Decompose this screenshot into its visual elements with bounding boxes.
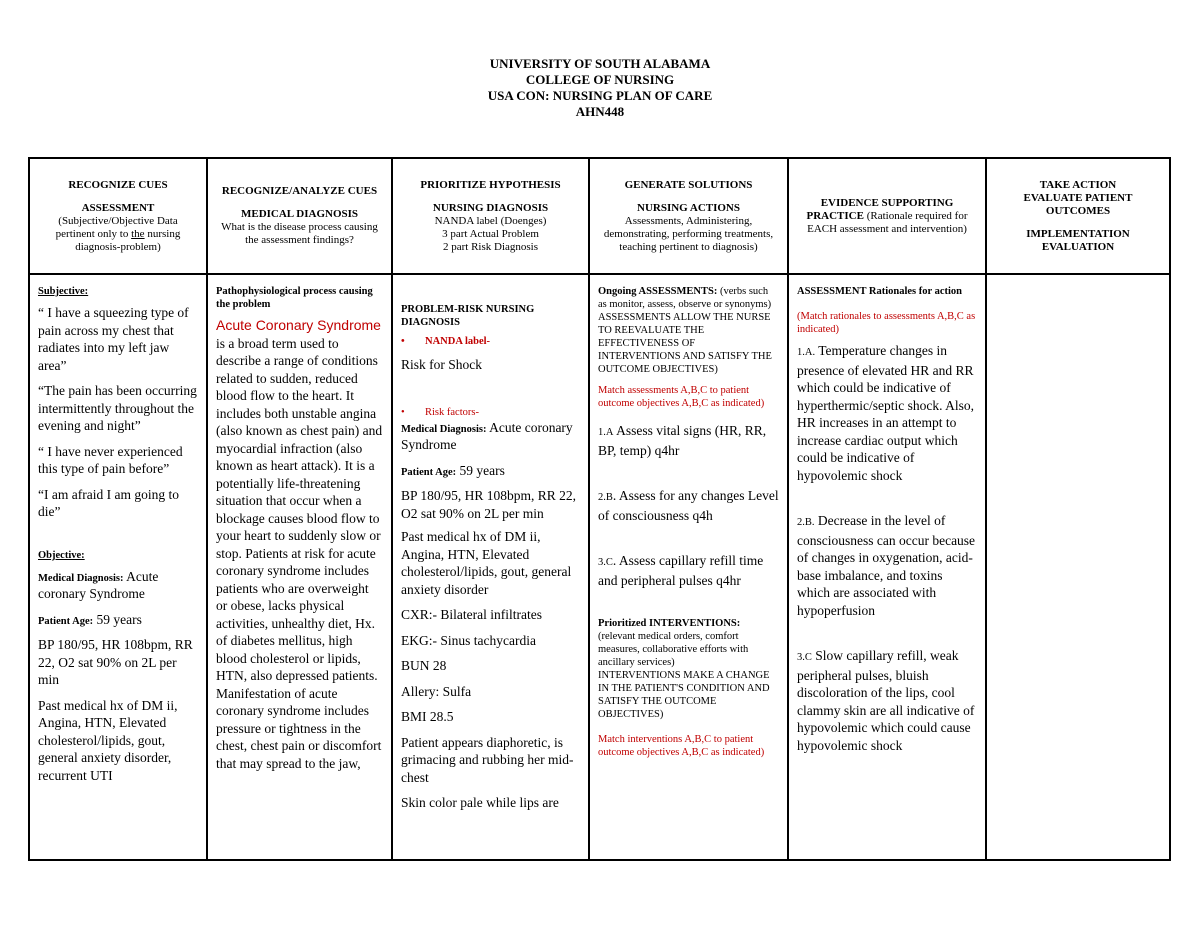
nanda-value: Risk for Shock: [401, 357, 482, 372]
assessment-a: 1.A Assess vital signs (HR, RR, BP, temp) q4hr: [598, 423, 767, 458]
evaluation-cell: [986, 274, 1170, 860]
header-actual-line: 3 part Actual Problem: [442, 227, 539, 240]
header-nursing-dx-title: PRIORITIZE HYPOTHESIS: [420, 178, 561, 191]
prioritized-interventions-caps: INTERVENTIONS MAKE A CHANGE IN THE PATIENT'S CONDITION AND SATISFY THE OUTCOME OBJECTIVES): [598, 670, 770, 720]
header-nanda-line: NANDA label (Doenges): [434, 214, 547, 227]
vital-signs: BP 180/95, HR 108bpm, RR 22, O2 sat 90% on 2L per min: [38, 637, 193, 687]
header-assessment-desc: (Subjective/Objective Data pertinent only to the nursing diagnosis-problem): [55, 214, 181, 253]
rationale-c: 3.C Slow capillary refill, weak peripheral pulses, bluish discoloration of the lips, cool clammy skin are all indicative of hypovolemic which could cause hypovolemic shock: [797, 648, 975, 753]
header-row: [29, 158, 1170, 274]
header-evidence-title: EVIDENCE SUPPORTING: [820, 196, 954, 209]
patient-age-line: Patient Age: 59 years: [401, 462, 505, 478]
header-medical-sub: MEDICAL DIAGNOSIS: [240, 208, 359, 220]
vital-signs: BP 180/95, HR 108bpm, RR 22, O2 sat 90% on 2L per min: [401, 488, 577, 521]
header-eval-line1: TAKE ACTION: [1039, 178, 1117, 191]
nursing-diagnosis-cell: [392, 274, 589, 860]
university-name: UNIVERSITY OF SOUTH ALABAMA: [489, 56, 711, 71]
bmi: BMI 28.5: [401, 709, 454, 724]
medical-diagnosis-cell: [207, 274, 392, 860]
ekg: EKG:- Sinus tachycardia: [401, 632, 536, 648]
patient-quote: “ I have never experienced this type of pain before”: [38, 443, 183, 476]
patient-appearance: Patient appears diaphoretic, is grimacing and rubbing her mid-chest: [401, 734, 574, 785]
assessment-cell: [29, 274, 207, 860]
ongoing-assessments: Ongoing ASSESSMENTS: (verbs such as monitor, assess, observe or synonyms) ASSESSMENTS ALLOW THE NURSE TO REEVALUATE THE EFFECTIVENESS OF INTERVENTIONS AND SATISFY THE OUTCOME OBJECTIVES): [598, 286, 772, 375]
header-nursing-dx-sub: NURSING DIAGNOSIS: [432, 201, 549, 214]
skin-color: Skin color pale while lips are: [401, 795, 559, 810]
assessment-b: 2.B. Assess for any changes Level of consciousness q4h: [598, 488, 779, 523]
header-actions-title: GENERATE SOLUTIONS: [624, 178, 753, 191]
acs-title: Acute Coronary Syndrome: [216, 317, 381, 333]
medical-diagnosis-line: Medical Diagnosis: Acute coronary Syndrome: [401, 419, 573, 452]
header-eval-line3: IMPLEMENTATION: [1026, 227, 1130, 240]
subjective-label: Subjective:: [38, 286, 89, 297]
patient-quote: “ I have a squeezing type of pain across my chest that radiates into my left jaw area”: [38, 305, 189, 373]
patient-quote: “The pain has been occurring intermittently throughout the evening and night”: [38, 383, 197, 433]
content-row: [29, 274, 1170, 860]
nanda-label: • NANDA label-: [401, 336, 491, 347]
header-evaluation: [986, 158, 1170, 274]
header-eval-line4: EVALUATION: [1041, 240, 1115, 253]
allergy: Allery: Sulfa: [401, 683, 472, 699]
header-actions-sub: NURSING ACTIONS: [637, 201, 740, 214]
header-medical-diagnosis: [207, 158, 392, 274]
chest-xray: CXR:- Bilateral infiltrates: [401, 607, 542, 622]
document-header: [0, 56, 1200, 120]
match-interventions-note: Match interventions A,B,C to patient outcome objectives A,B,C as indicated): [598, 734, 765, 758]
prioritized-interventions-label: Prioritized INTERVENTIONS:: [598, 618, 741, 629]
risk-factors-label: • Risk factors-: [401, 406, 479, 418]
header-assessment-title: RECOGNIZE CUES: [68, 178, 168, 191]
pathophysiology-text: is a broad term used to describe a range of conditions related to sudden, reduced blood flow to the heart. It includes both unstable angina (also known as chest pain) and myocardial infraction (also known as heart attack). It is a potentially life-threatening situation that occur when a blockage causes blood flow to your heart to suddenly slow or stop. Patients at risk for acute coronary syndrome includes patients who are overweight or obese, lacks physical activities, unhealthy diet, Hx. of diabetes mellitus, high blood cholesterol or lipids, HTN, also depressed patients. Manifestation of acute coronary syndrome includes pressure or tightness in the chest, chest pain or discomfort that may spread to the jaw,: [216, 335, 383, 771]
header-assessment-sub: ASSESSMENT: [81, 201, 155, 214]
rationale-a: 1.A. Temperature changes in presence of elevated HR and RR which could be indicative of hyperthermic/septic shock. Also, HR increases in an attempt to increase cardiac output which could be indicative of hypovolemic shock: [797, 343, 974, 483]
course-code: AHN448: [575, 104, 625, 119]
header-evidence-desc: (Rationale required for EACH assessment and intervention): [807, 209, 968, 235]
college-name: COLLEGE OF NURSING: [525, 72, 675, 87]
patient-age-line: Patient Age: 59 years: [38, 611, 142, 627]
past-medical-history: Past medical hx of DM ii, Angina, HTN, Elevated cholesterol/lipids, gout, general anxiety disorder, recurrent UTI: [38, 697, 178, 783]
header-evidence: [788, 158, 986, 274]
past-medical-history: Past medical hx of DM ii, Angina, HTN, Elevated cholesterol/lipids, gout, general anxiety disorder: [401, 529, 572, 597]
bullet-icon: •: [401, 336, 405, 347]
pathophysiology-heading: Pathophysiological process causing the problem: [216, 286, 373, 310]
prioritized-interventions-desc: (relevant medical orders, comfort measures, collaborative efforts with ancillary services): [598, 631, 749, 668]
header-evidence-title2: PRACTICE: [806, 209, 864, 222]
bun: BUN 28: [401, 658, 447, 673]
objective-label: Objective:: [38, 549, 85, 561]
nursing-actions-cell: [589, 274, 788, 860]
header-nursing-diagnosis: [392, 158, 589, 274]
header-nursing-actions: [589, 158, 788, 274]
rationale-b: 2.B. Decrease in the level of consciousness can occur because of changes in oxygenation, acid-base imbalance, and toxins which are associated with hypoperfusion: [797, 513, 976, 618]
evidence-cell: [788, 274, 986, 860]
plan-title: USA CON: NURSING PLAN OF CARE: [487, 88, 713, 103]
assessment-c: 3.C. Assess capillary refill time and peripheral pulses q4hr: [598, 553, 764, 588]
patient-quote: “I am afraid I am going to die”: [38, 486, 179, 519]
match-rationales-note: (Match rationales to assessments A,B,C as indicated): [797, 311, 976, 335]
header-medical-desc: What is the disease process causing the assessment findings?: [221, 221, 378, 246]
care-plan-table: [28, 157, 1171, 861]
bullet-icon: •: [401, 406, 405, 418]
header-eval-line2: EVALUATE PATIENT OUTCOMES: [1023, 191, 1133, 217]
header-medical-title: RECOGNIZE/ANALYZE CUES: [221, 185, 378, 197]
medical-diagnosis-line: Medical Diagnosis: Acute coronary Syndrome: [38, 568, 159, 601]
problem-risk-heading: PROBLEM-RISK NURSING DIAGNOSIS: [401, 304, 535, 328]
header-actions-desc: Assessments, Administering, demonstrating, performing treatments, teaching pertinent to diagnosis): [603, 214, 774, 253]
rationale-heading: ASSESSMENT Rationales for action: [797, 286, 963, 297]
match-assessments-note: Match assessments A,B,C to patient outcome objectives A,B,C as indicated): [598, 385, 765, 409]
header-assessment: [29, 158, 207, 274]
header-risk-line: 2 part Risk Diagnosis: [442, 240, 539, 253]
